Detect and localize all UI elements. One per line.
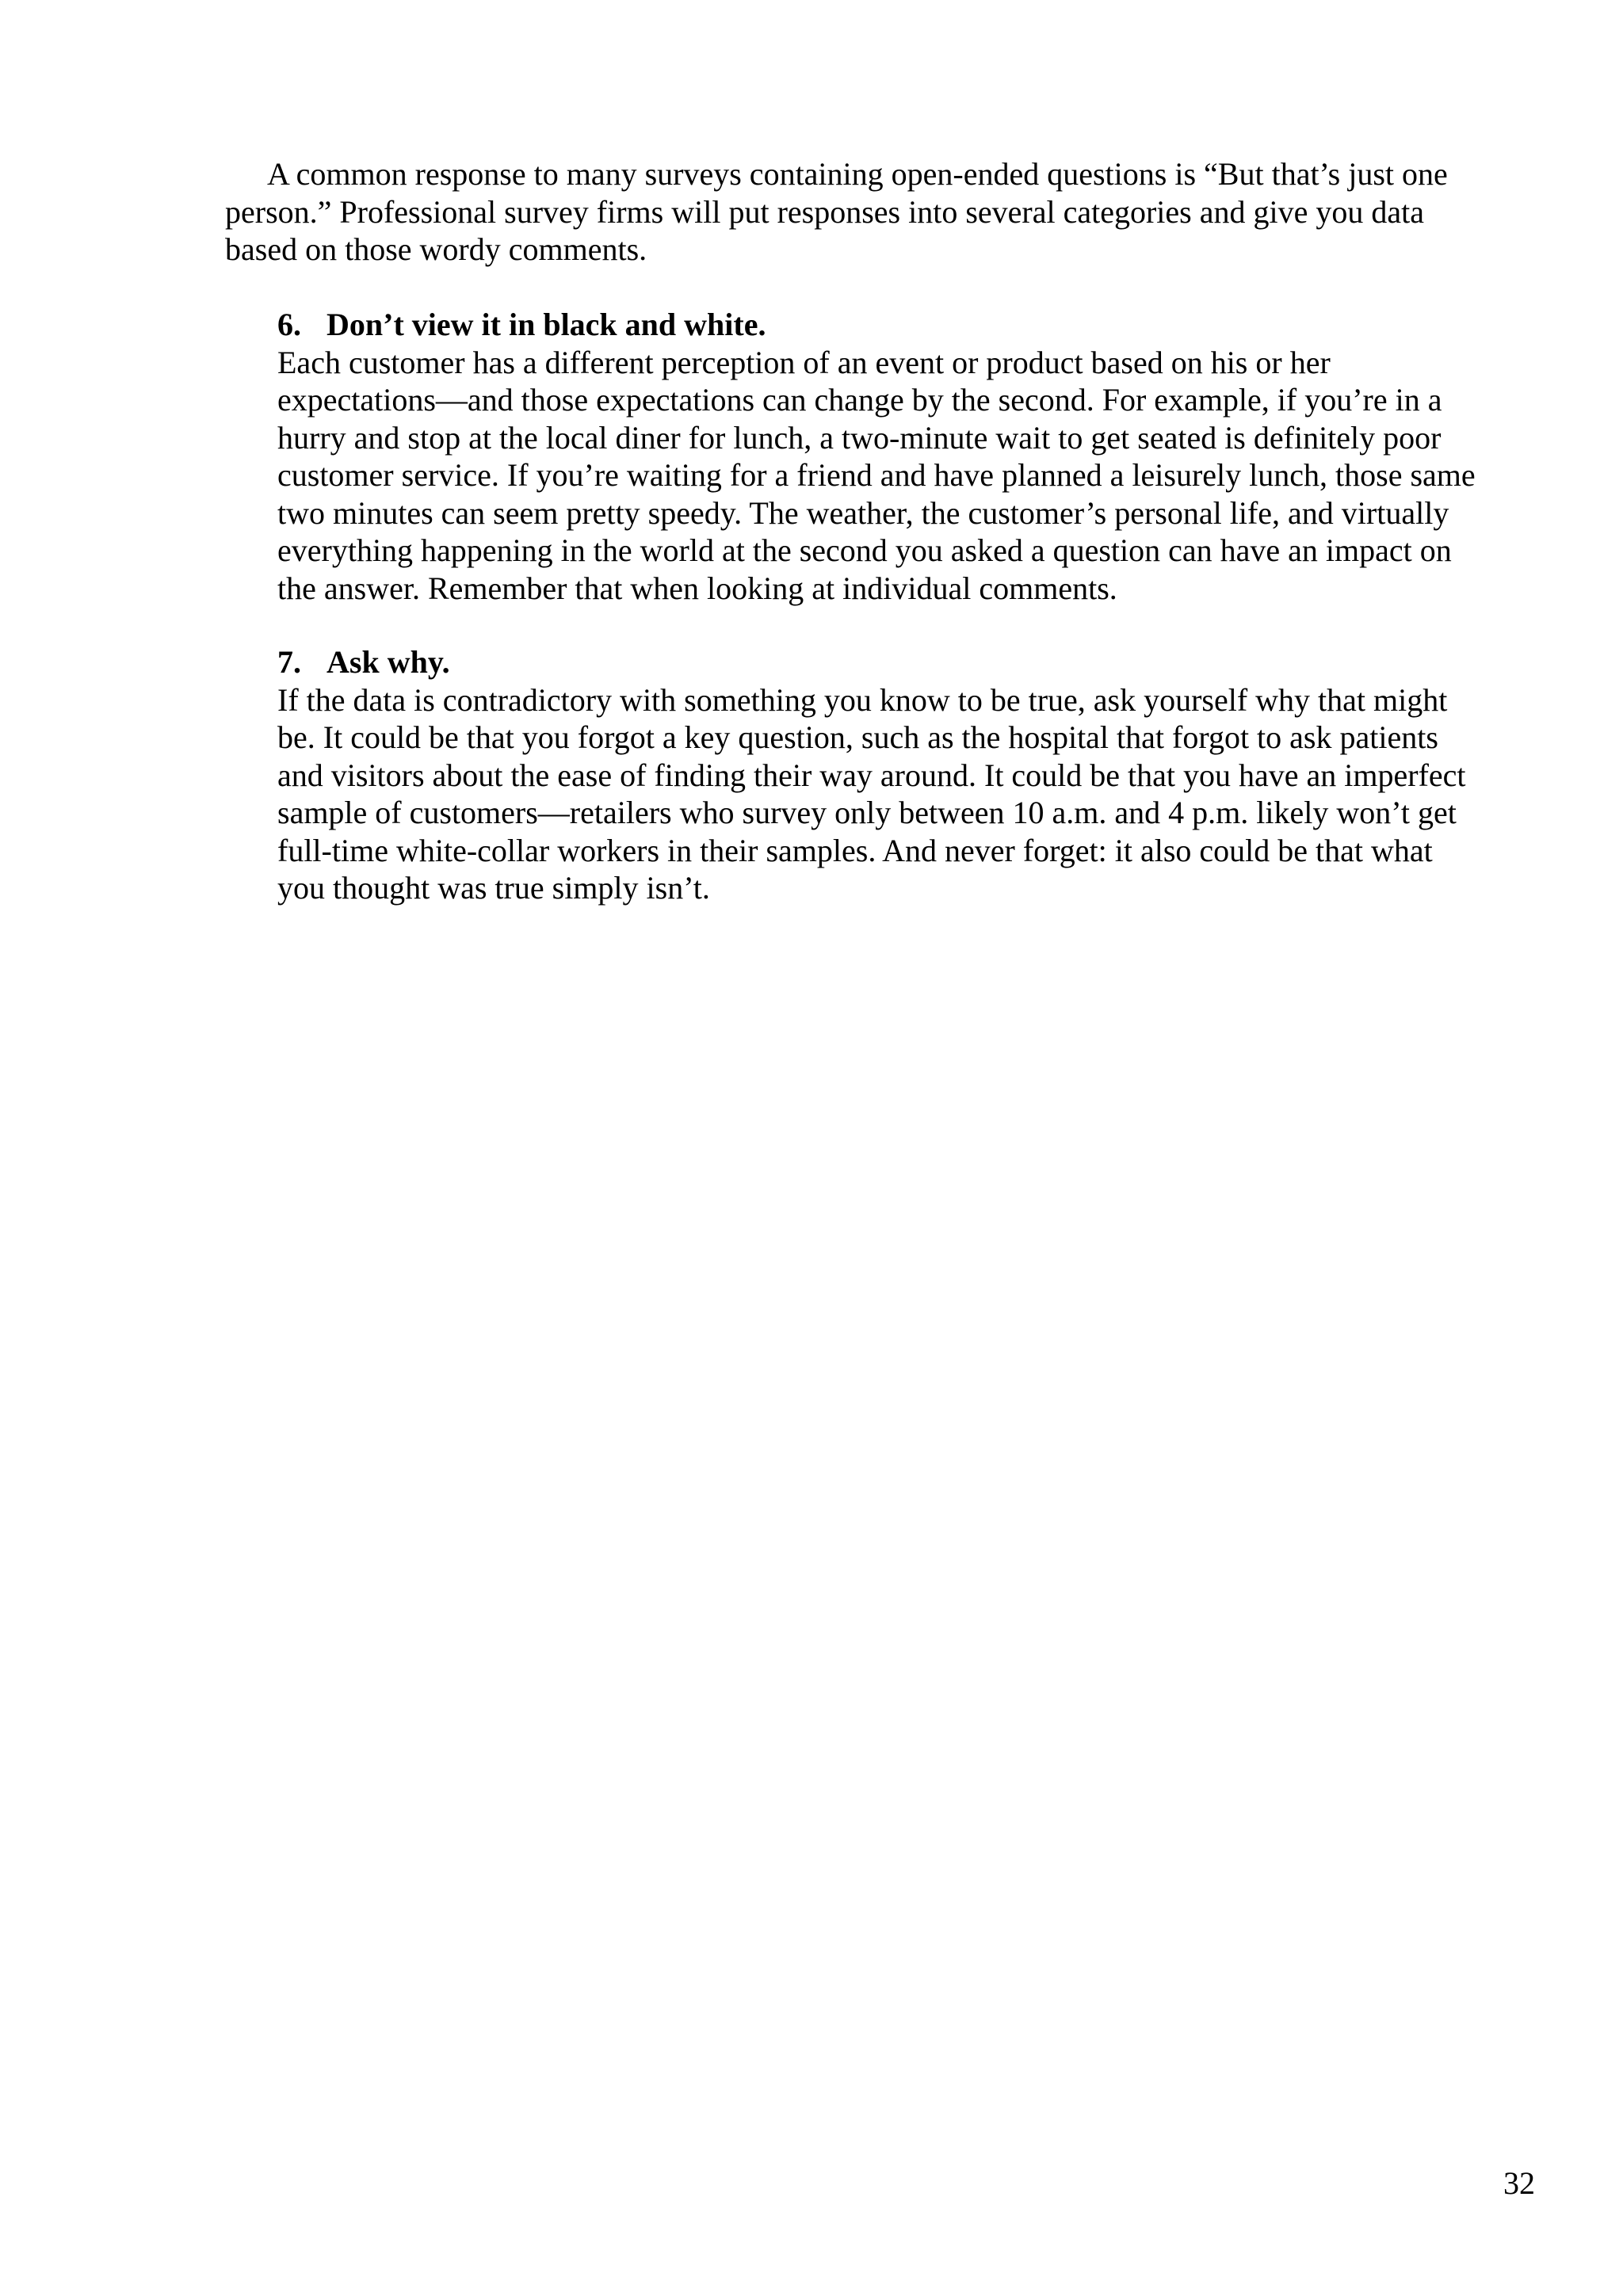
intro-paragraph [225, 155, 1525, 269]
item-line: the answer. Remember that when looking at individual comments. [277, 570, 1117, 606]
item-heading [277, 643, 1545, 681]
item-line: and visitors about the ease of finding their way around. It could be that you have an imperfect [277, 757, 1466, 793]
intro-line: based on those wordy comments. [225, 231, 647, 267]
item-line: everything happening in the world at the second you asked a question can have an impact on [277, 532, 1452, 568]
item-line: Each customer has a different perception of an event or product based on his or her [277, 344, 1331, 380]
item-heading-text: Ask why. [327, 644, 450, 680]
list-item-6 [277, 306, 1545, 607]
item-line: customer service. If you’re waiting for a friend and have planned a leisurely lunch, those same [277, 457, 1476, 493]
item-line: be. It could be that you forgot a key question, such as the hospital that forgot to ask patients [277, 719, 1438, 755]
item-line: hurry and stop at the local diner for lunch, a two-minute wait to get seated is definitely poor [277, 419, 1442, 456]
item-number: 7. [277, 644, 301, 680]
item-line: If the data is contradictory with something you know to be true, ask yourself why that might [277, 681, 1448, 718]
item-body [277, 681, 1545, 907]
item-number: 6. [277, 307, 301, 342]
item-line: two minutes can seem pretty speedy. The weather, the customer’s personal life, and virtually [277, 494, 1449, 531]
item-line: full-time white-collar workers in their samples. And never forget: it also could be that what [277, 832, 1433, 868]
list-item-7 [277, 643, 1545, 907]
item-line: expectations—and those expectations can change by the second. For example, if you’re in a [277, 382, 1442, 418]
item-heading-text: Don’t view it in black and white. [327, 307, 766, 342]
intro-line: A common response to many surveys containing open-ended questions is “But that’s just one [267, 156, 1448, 192]
page-number: 32 [1503, 2165, 1535, 2201]
item-line: you thought was true simply isn’t. [277, 870, 710, 906]
item-body [277, 344, 1545, 608]
item-heading [277, 306, 1545, 344]
intro-line: person.” Professional survey firms will put responses into several categories and give you data [225, 193, 1424, 230]
item-line: sample of customers—retailers who survey only between 10 a.m. and 4 p.m. likely won’t get [277, 795, 1457, 830]
